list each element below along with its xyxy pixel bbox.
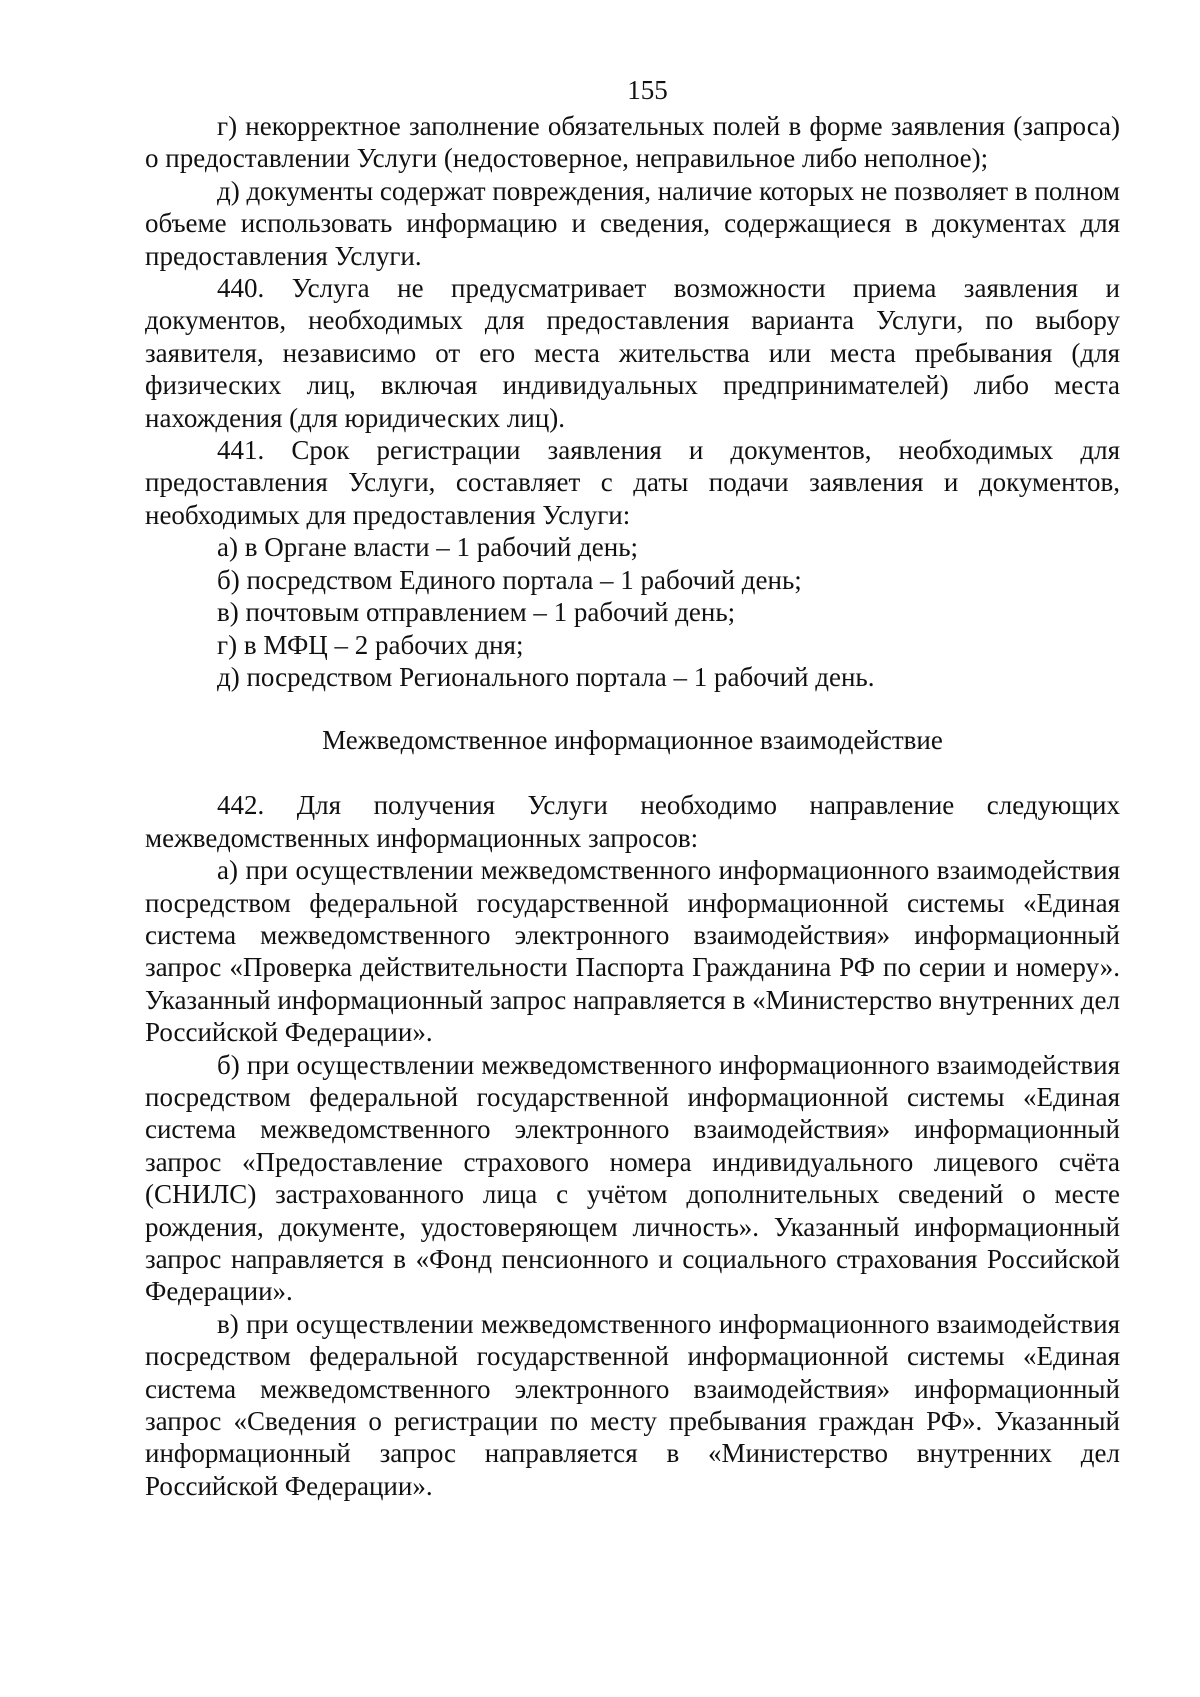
list-item-a: а) в Органе власти – 1 рабочий день; (217, 532, 639, 563)
paragraph-442-v: в) при осуществлении межведомственного информационного взаимодействия посредством федеральной государственной информационной системы «Единая система межведомственного электронного взаимодействия» информационный запрос «Сведения о регистрации по месту пребывания граждан РФ». Указанный информационный запрос направляется в «Министерство внутренних дел Российской Федерации». (145, 1308, 1120, 1501)
paragraph-item-d: д) документы содержат повреждения, наличие которых не позволяет в полном объеме использовать информацию и сведения, содержащиеся в документах для предоставления Услуги. (145, 175, 1120, 271)
section-heading: Межведомственное информационное взаимодействие (322, 725, 943, 756)
list-item-v: в) почтовым отправлением – 1 рабочий день; (217, 597, 736, 628)
list-item-b: б) посредством Единого портала – 1 рабочий день; (217, 564, 802, 595)
list-item-d: д) посредством Регионального портала – 1 рабочий день. (217, 661, 875, 692)
paragraph-442-a: а) при осуществлении межведомственного информационного взаимодействия посредством федеральной государственной информационной системы «Единая система межведомственного электронного взаимодействия» информационный запрос «Проверка действительности Паспорта Гражданина РФ по серии и номеру». Указанный информационный запрос направляется в «Министерство внутренних дел Российской Федерации». (145, 855, 1120, 1048)
paragraph-442: 442. Для получения Услуги необходимо направление следующих межведомственных информационных запросов: (145, 790, 1120, 853)
paragraph-item-g: г) некорректное заполнение обязательных полей в форме заявления (запроса) о предоставлении Услуги (недостоверное, неправильное либо неполное); (145, 111, 1120, 174)
paragraph-441: 441. Срок регистрации заявления и документов, необходимых для предоставления Услуги, составляет с даты подачи заявления и документов, необходимых для предоставления Услуги: (145, 435, 1120, 530)
paragraph-440: 440. Услуга не предусматривает возможности приема заявления и документов, необходимых для предоставления варианта Услуги, по выбору заявителя, независимо от его места жительства или места пребывания (для физических лиц, включая индивидуальных предпринимателей) либо места нахождения (для юридических лиц). (145, 273, 1120, 433)
list-item-g: г) в МФЦ – 2 рабочих дня; (217, 629, 524, 660)
paragraph-442-b: б) при осуществлении межведомственного информационного взаимодействия посредством федеральной государственной информационной системы «Единая система межведомственного электронного взаимодействия» информационный запрос «Предоставление страхового номера индивидуального лицевого счёта (СНИЛС) застрахованного лица с учётом дополнительных сведений о месте рождения, документе, удостоверяющем личность». Указанный информационный запрос направляется в «Фонд пенсионного и социального страхования Российской Федерации». (145, 1049, 1120, 1307)
page-number: 155 (627, 75, 668, 105)
